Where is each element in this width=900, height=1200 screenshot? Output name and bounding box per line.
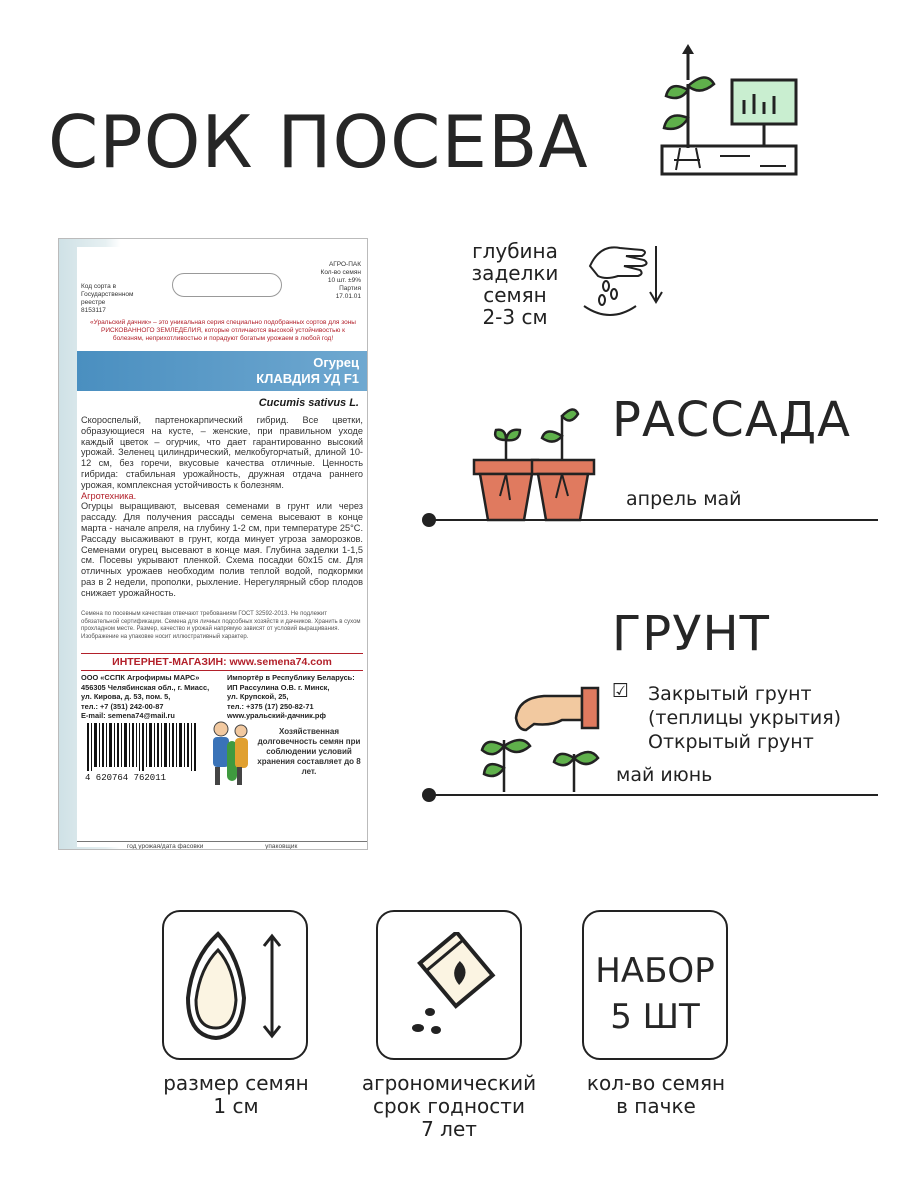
packet-producer: ООО «ССПК Агрофирмы МАРС» 456305 Челябинская обл., г. Миасс, ул. Кирова, д. 53, пом. 5, тел.: +7 (351) 242-00-87 E-mail: semena74@mail.ru (81, 673, 210, 720)
ground-months: май июнь (616, 764, 713, 786)
packet-agro-text: Огурцы выращивают, высевая семенами в грунт или через рассаду. Для получения рассады семена высевают в конце марта - начале апреля, на глубину 1-2 см, при температуре 25°С. Рассаду высаживают в грунт, когда минует угроза заморозков. Семенами огурец высевают в конце мая. Глубина заделки 1-1,5 см. Посевы укрывают пленкой. Схема посадки 60х15 см. Для отличных урожаев необходим полив теплой водой, подкормки раз в 2 недели, прополки, рыхление. Нерегулярный сбор плодов снижает урожайность. (81, 501, 363, 598)
barcode-digits: 4 620764 762011 (85, 773, 167, 783)
seed-packet-back (58, 238, 368, 850)
seed-count-caption: кол-во семян в пачке (586, 1071, 726, 1118)
plant-chart-icon (660, 40, 800, 190)
packet-intro: «Уральский дачник» – это уникальная серия специально подобранных сортов для зоны РИСКОВАННОГО ЗЕМЛЕДЕЛИЯ, которые отличаются высокой устойчивостью к болезням, неприхотливостью и порадуют богатым урожаем в любой год! (90, 319, 356, 342)
sowing-depth-label: глубина заделки семян 2-3 см (471, 239, 559, 329)
packet-importer: Импортёр в Республику Беларусь: ИП Рассулина О.В. г. Минск, ул. Крупской, 25, тел.: +375 (17) 250-82-71 www.уральский-дачник.рф (227, 673, 355, 720)
ground-check-icon: ☑ (612, 680, 630, 702)
seed-packet-pour-icon (406, 932, 498, 1044)
seedling-timeline (428, 519, 878, 521)
seedling-months: апрель май (626, 488, 742, 510)
packet-variety: КЛАВДИЯ УД F1 (256, 371, 359, 386)
hand-planting-icon (474, 680, 614, 798)
barcode-icon (83, 721, 203, 783)
shelf-life-card (376, 910, 522, 1060)
page-title: СРОК ПОСЕВА (48, 100, 589, 184)
packet-footer: год урожая/дата фасовки упаковщик (77, 841, 367, 850)
seedling-title: РАССАДА (612, 392, 851, 448)
ground-timeline (428, 794, 878, 796)
seed-size-card (162, 910, 308, 1060)
packet-storage-note: Хозяйственная долговечность семян при соблюдении условий хранения составляет до 8 лет. (257, 727, 361, 776)
ground-title: ГРУНТ (612, 606, 770, 662)
packet-registry-info: Код сорта в Государственном реестре 8153117 (81, 283, 134, 314)
packet-agro-heading: Агротехника. (81, 490, 137, 501)
seed-count-card-text: НАБОР 5 ШТ (595, 951, 715, 1037)
hand-sowing-seeds-icon (580, 236, 670, 326)
packet-shop-link: ИНТЕРНЕТ-МАГАЗИН: www.semena74.com (81, 653, 363, 671)
packet-description: Скороспелый, партенокарпический гибрид. Все цветки, образующиеся на кусте, – женские, при правильном уходе каждый цветок – огурчик, что дает гарантированно высокий урожай. Зеленец цилиндрический, мелкобугорчатый, длиной 10-12 см, без горечи, вкусовые качества отличные. Ценность гибрида: стабильная урожайность, дружная отдача раннего урожая, комплексная устойчивость к болезням. Агротехника. Огурцы выращивают, высевая семенами в грунт или через рассаду. Для получения рассады семена высевают в конце марта - начале апреля, на глубину 1-2 см, при температуре 25°С. Рассаду высаживают в грунт, когда минует угроза заморозков. Семенами огурец высевают в конце мая. Глубина заделки 1-1,5 см. Посевы укрывают пленкой. Схема посадки 60х15 см. Для отличных урожаев необходим полив теплой водой, подкормки раз в 2 недели, прополки, рыхление. Нерегулярный сбор плодов снижает урожайность. (81, 415, 363, 598)
packet-variety-band (77, 351, 367, 391)
packet-fine-print: Семена по посевным качествам отвечают требованиям ГОСТ 32592-2013. Не подлежит обязательной сертификации. Семена для личных подсобных хозяйств и дачников. Хранить в сухом прохладном месте. Размер, качество и урожай напрямую зависят от условий выращивания. Изображение на упаковке носит иллюстративный характер. (81, 611, 361, 640)
seed-count-card (582, 910, 728, 1060)
seed-size-caption: размер семян 1 см (163, 1071, 309, 1118)
seedling-pots-icon (470, 400, 598, 526)
packet-batch-info: АГРО-ПАК Кол-во семян 10 шт. ±9% Партия 17.01.01 (320, 261, 361, 300)
seed-size-icon (180, 928, 292, 1046)
packet-crop: Огурец (313, 355, 359, 370)
gardener-figures-icon (207, 717, 251, 791)
ground-options: Закрытый грунт (теплицы укрытия) Открытый грунт (648, 683, 842, 753)
shelf-life-caption: агрономический срок годности 7 лет (361, 1071, 537, 1141)
packet-hanger-slot (172, 273, 282, 297)
packet-latin-name: Cucumis sativus L. (258, 397, 359, 409)
